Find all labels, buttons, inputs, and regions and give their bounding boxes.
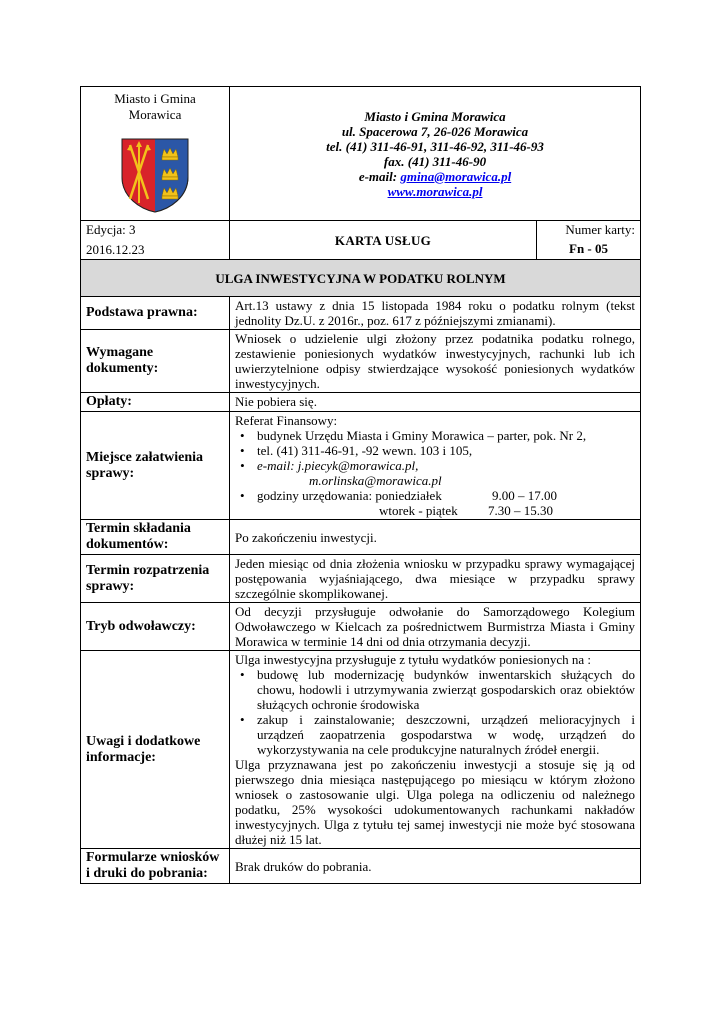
hours-tue-fri-label: wtorek - piątek bbox=[379, 503, 458, 518]
edition-date: 2016.12.23 bbox=[86, 242, 145, 257]
header-contact-cell bbox=[230, 87, 641, 221]
row-fees bbox=[81, 393, 641, 412]
location-label: Miejsce załatwienia sprawy: bbox=[81, 412, 230, 520]
row-appeal bbox=[81, 603, 641, 651]
meta-row bbox=[81, 221, 641, 260]
notes-list bbox=[235, 667, 635, 757]
row-legal-basis bbox=[81, 297, 641, 330]
fees-label: Opłaty: bbox=[81, 393, 230, 412]
submission-deadline-label: Termin składania dokumentów: bbox=[81, 520, 230, 555]
row-location bbox=[81, 412, 641, 520]
processing-time-text: Jeden miesiąc od dnia złożenia wniosku w przypadku sprawy wymagającej postępowania wyjaśniającego, dwa miesiące w przypadku sprawy szczególnie skomplikowanej. bbox=[230, 555, 641, 603]
notes-bullet-1: • budowę lub modernizację budynków inwentarskich służących do chowu, hodowli i utrzymywania zwierząt gospodarskich oraz obiektów służących ochronie środowiska bbox=[257, 667, 635, 712]
submission-deadline-text: Po zakończeniu inwestycji. bbox=[230, 520, 641, 555]
coat-of-arms-icon bbox=[120, 137, 190, 213]
edition-label: Edycja: 3 bbox=[86, 222, 136, 237]
row-required-documents bbox=[81, 330, 641, 393]
card-number-label: Numer karty: bbox=[565, 222, 636, 237]
website-link[interactable]: www.morawica.pl bbox=[387, 183, 483, 199]
hours-label: • godziny urzędowania: poniedziałek bbox=[257, 488, 442, 503]
location-email-2: m.orlinska@morawica.pl bbox=[309, 473, 442, 488]
required-documents-label: Wymagane dokumenty: bbox=[81, 330, 230, 393]
location-phone: • tel. (41) 311-46-91, -92 wewn. 103 i 105, bbox=[257, 443, 635, 458]
row-processing-time bbox=[81, 555, 641, 603]
location-email bbox=[257, 458, 635, 488]
notes-outro: Ulga przyznawana jest po zakończeniu inwestycji a stosuje się ją od pierwszego dnia miesiąca następującego po miesiącu w którym złożono wniosek o zastosowanie ulgi. Ulga polega na odliczeniu od należnego podatku, 25% wysokości udokumentowanych rachunkami nakładów inwestycyjnych. Ulga z tytułu tej samej inwestycji nie może być stosowana dłużej niż 15 lat. bbox=[235, 757, 636, 847]
org-email-line bbox=[235, 169, 635, 184]
service-title: ULGA INWESTYCYJNA W PODATKU ROLNYM bbox=[81, 260, 641, 297]
municipality-name-line1: Miasto i Gmina bbox=[114, 91, 196, 106]
header-logo-cell bbox=[81, 87, 230, 221]
location-list bbox=[235, 428, 635, 518]
org-phone: tel. (41) 311-46-91, 311-46-92, 311-46-93 bbox=[326, 138, 544, 154]
legal-basis-text: Art.13 ustawy z dnia 15 listopada 1984 roku o podatku rolnym (tekst jednolity Dz.U. z 2016r., poz. 617 z późniejszymi zmianami). bbox=[230, 297, 641, 330]
email-label: e-mail: bbox=[358, 168, 401, 184]
location-hours bbox=[257, 488, 635, 518]
hours-tue-fri: 7.30 – 15.30 bbox=[488, 503, 553, 518]
card-number-cell bbox=[537, 221, 641, 260]
location-building: • budynek Urzędu Miasta i Gminy Morawica – parter, pok. Nr 2, bbox=[257, 428, 635, 443]
notes-label: Uwagi i dodatkowe informacje: bbox=[81, 651, 230, 849]
notes-cell bbox=[230, 651, 641, 849]
appeal-text: Od decyzji przysługuje odwołanie do Samorządowego Kolegium Odwoławczego w Kielcach za pośrednictwem Burmistrza Miasta i Gminy Morawica w terminie 14 dni od dnia otrzymania decyzji. bbox=[230, 603, 641, 651]
legal-basis-label: Podstawa prawna: bbox=[81, 297, 230, 330]
location-email-1: e-mail: j.piecyk@morawica.pl, bbox=[257, 458, 419, 473]
fees-text: Nie pobiera się. bbox=[230, 393, 641, 412]
location-cell bbox=[230, 412, 641, 520]
appeal-label: Tryb odwoławczy: bbox=[81, 603, 230, 651]
row-notes bbox=[81, 651, 641, 849]
row-submission-deadline bbox=[81, 520, 641, 555]
edition-cell bbox=[81, 221, 230, 260]
card-title: KARTA USŁUG bbox=[230, 221, 537, 260]
notes-bullet-2: • zakup i zainstalowanie; deszczowni, urządzeń melioracyjnych i urządzeń zaopatrzenia gospodarstwa w wodę, urządzeń do wykorzystywania na cele produkcyjne naturalnych źródeł energii. bbox=[257, 712, 635, 757]
service-card-table bbox=[80, 86, 641, 884]
processing-time-label: Termin rozpatrzenia sprawy: bbox=[81, 555, 230, 603]
required-documents-text: Wniosek o udzielenie ulgi złożony przez podatnika podatku rolnego, zestawienie poniesionych wydatków inwestycyjnych, rachunki lub ich uwierzytelnione odpisy stwierdzające wysokość poniesionych wydatków inwestycyjnych. bbox=[230, 330, 641, 393]
notes-intro: Ulga inwestycyjna przysługuje z tytułu wydatków poniesionych na : bbox=[235, 652, 591, 667]
hours-monday: 9.00 – 17.00 bbox=[492, 488, 557, 503]
org-fax: fax. (41) 311-46-90 bbox=[383, 153, 487, 169]
forms-text: Brak druków do pobrania. bbox=[230, 849, 641, 884]
forms-label: Formularze wniosków i druki do pobrania: bbox=[81, 849, 230, 884]
location-intro: Referat Finansowy: bbox=[235, 413, 338, 428]
municipality-name-line2: Morawica bbox=[128, 107, 182, 122]
card-number: Fn - 05 bbox=[569, 241, 608, 256]
email-link[interactable]: gmina@morawica.pl bbox=[400, 168, 512, 184]
header-row bbox=[81, 87, 641, 221]
org-address: ul. Spacerowa 7, 26-026 Morawica bbox=[341, 123, 529, 139]
row-forms bbox=[81, 849, 641, 884]
org-name: Miasto i Gmina Morawica bbox=[364, 108, 506, 124]
